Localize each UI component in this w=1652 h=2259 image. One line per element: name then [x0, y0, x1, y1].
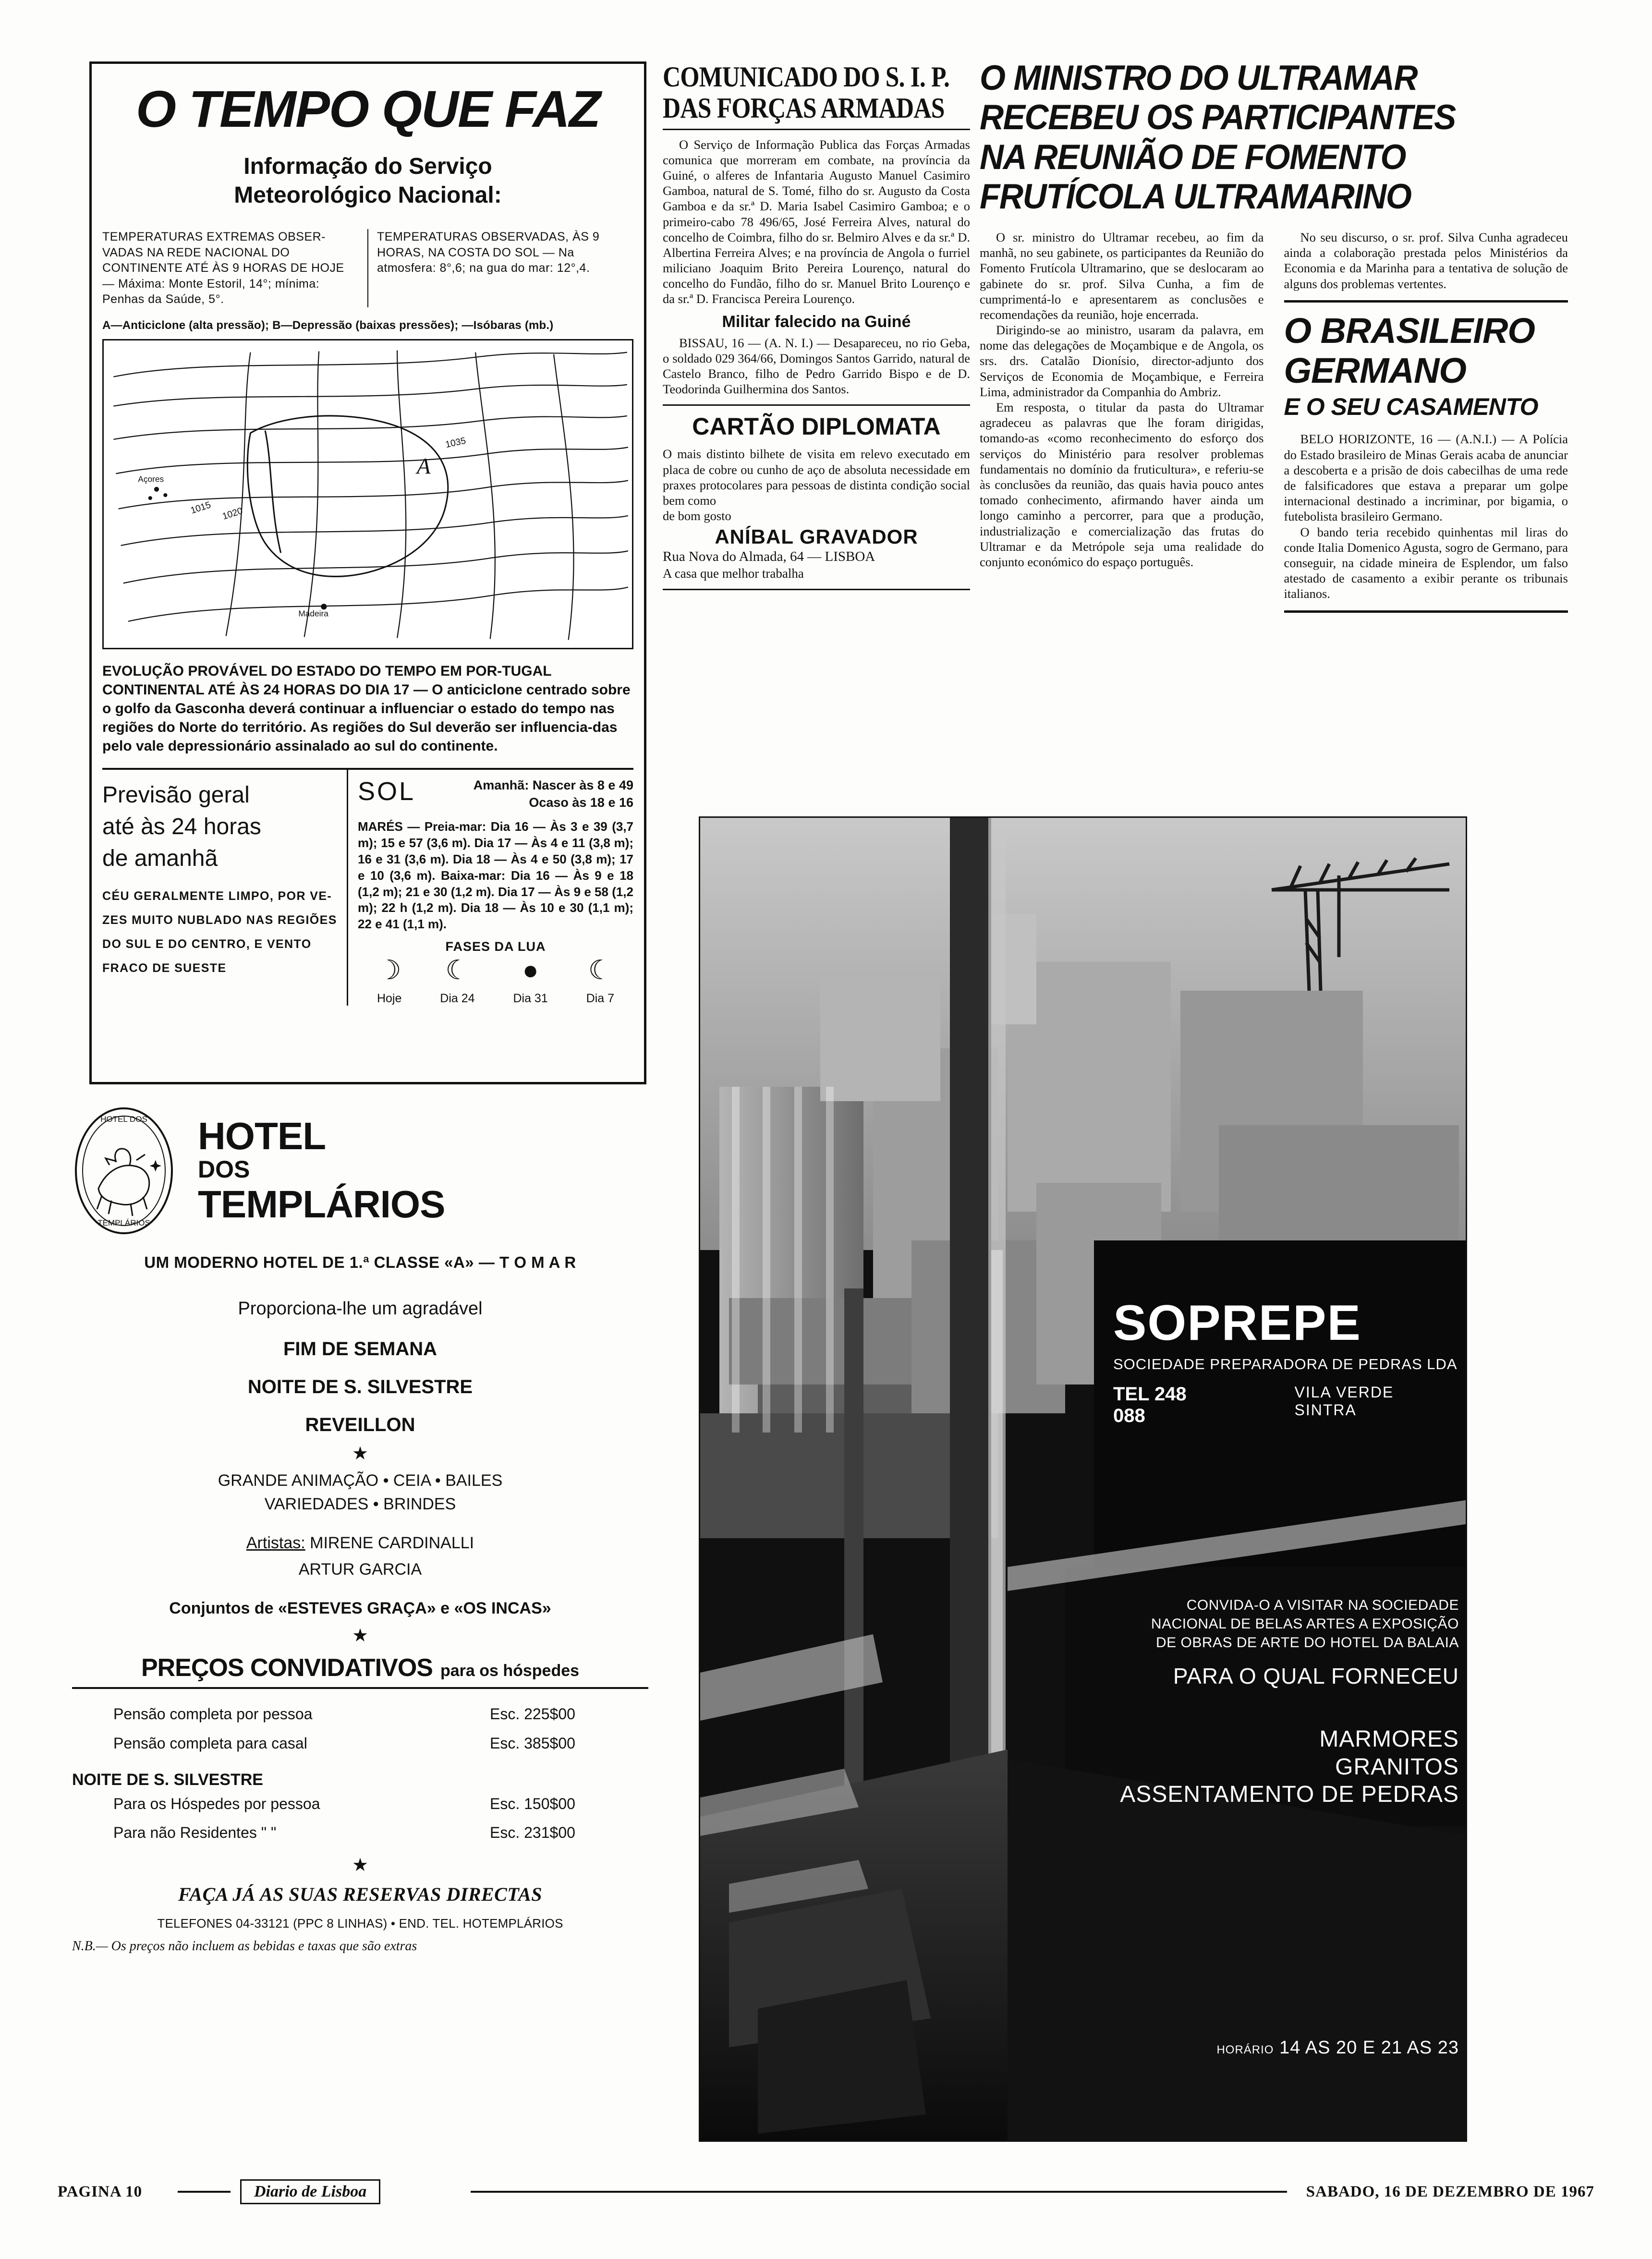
- temperature-costadosol-text: TEMPERATURAS OBSERVADAS, ÀS 9 HORAS, NA COSTA DO SOL — Na atmosfera: 8°,6; na gua do mar: 12°,4.: [377, 230, 600, 275]
- brasileiro-body: [1284, 431, 1568, 601]
- moon-first-quarter-icon: ☽: [377, 955, 401, 985]
- temperature-extremes-text: TEMPERATURAS EXTREMAS OBSER-VADAS NA REDE NACIONAL DO CONTINENTE ATÉ ÀS 9 HORAS DE HOJE — Máxima: Monte Estoril, 14°; mínima: Penhas da Saúde, 5°.: [102, 229, 368, 307]
- weather-section: [89, 61, 646, 1084]
- hotel-name-line3: TEMPLÁRIOS: [198, 1183, 445, 1226]
- price-row: [72, 1700, 648, 1729]
- sunset-text: Ocaso às 18 e 16: [529, 795, 633, 810]
- soprepe-text-block: [1113, 1295, 1459, 1427]
- soprepe-location: VILA VERDE SINTRA: [1294, 1384, 1394, 1419]
- hotel-tagline: UM MODERNO HOTEL DE 1.ª CLASSE «A» — T O M A R: [144, 1253, 576, 1271]
- price-value: Esc. 231$00: [490, 1824, 575, 1842]
- page-footer: [58, 2180, 1594, 2209]
- masthead-logo: Diario de Lisboa: [240, 2179, 380, 2204]
- soprepe-product-2: GRANITOS: [1335, 1754, 1459, 1780]
- hotel-noite-silvestre: NOITE DE S. SILVESTRE: [247, 1376, 473, 1397]
- brasileiro-headline-line2: GERMANO: [1284, 350, 1466, 390]
- soprepe-horario-label: HORÁRIO: [1216, 2043, 1274, 2056]
- hotel-header: [72, 1105, 648, 1237]
- divider: [663, 589, 970, 590]
- soprepe-photo: [700, 818, 1467, 2142]
- moon-phases-title: FASES DA LUA: [445, 939, 546, 954]
- price-value: Esc. 150$00: [490, 1795, 575, 1812]
- militar-subheadline: Militar falecido na Guiné: [722, 312, 911, 331]
- sip-headline: [663, 61, 970, 124]
- soprepe-invite-line3: DE OBRAS DE ARTE DO HOTEL DA BALAIA: [1155, 1635, 1459, 1651]
- moon-new-icon: ●: [522, 955, 539, 985]
- price-row: [72, 1818, 648, 1847]
- footer-date: SABADO, 16 DE DEZEMBRO DE 1967: [1306, 2183, 1594, 2200]
- forecast-block: [102, 770, 348, 1006]
- divider: [1284, 300, 1568, 303]
- svg-text:A: A: [416, 453, 431, 479]
- hotel-variedades: VARIEDADES • BRINDES: [264, 1495, 456, 1513]
- hotel-artistas-label: Artistas:: [246, 1534, 305, 1552]
- hotel-name: [198, 1114, 445, 1226]
- divider: [1284, 610, 1568, 613]
- price-row: [72, 1729, 648, 1758]
- hotel-precos-title: PREÇOS CONVIDATIVOS: [141, 1654, 433, 1682]
- ultramar-headline-line4: FRUTÍCOLA ULTRAMARINO: [980, 177, 1411, 217]
- price-label: Para os Hóspedes por pessoa: [113, 1795, 320, 1812]
- hotel-fim-de-semana: FIM DE SEMANA: [283, 1338, 437, 1360]
- ultramar-headline-line2: RECEBEU OS PARTICIPANTES: [980, 98, 1456, 137]
- soprepe-forneceu: PARA O QUAL FORNECEU: [1173, 1664, 1459, 1688]
- hotel-reveillon: REVEILLON: [305, 1414, 415, 1435]
- ultramar-p4: No seu discurso, o sr. prof. Silva Cunha agradeceu ainda a colaboração prestada pelos Ministérios da Economia e da Marinha para a tentativa de solução de alguns dos problemas vertentes.: [1284, 230, 1568, 291]
- svg-text:TEMPLÁRIOS: TEMPLÁRIOS: [97, 1218, 150, 1227]
- soprepe-invite-line1: CONVIDA-O A VISITAR NA SOCIEDADE: [1186, 1597, 1459, 1613]
- sip-headline-line1: COMUNICADO DO S. I. P.: [663, 61, 949, 93]
- brasileiro-article: [1284, 311, 1568, 613]
- sun-times: [415, 777, 633, 812]
- footer-rule-left: [178, 2191, 231, 2193]
- forecast-title-line1: Previsão geral: [102, 782, 250, 808]
- temperature-columns: [102, 229, 633, 307]
- sun-label: SOL: [357, 777, 416, 806]
- price-row: [72, 1789, 648, 1819]
- moon-crescent-icon: ☾: [445, 955, 470, 985]
- hotel-note: N.B.— Os preços não incluem as bebidas e taxas que são extras: [72, 1939, 417, 1954]
- cartao-body: [663, 446, 970, 508]
- forecast-title-line3: de amanhã: [102, 845, 218, 871]
- weather-subtitle-line2: Meteorológico Nacional:: [234, 182, 502, 208]
- militar-body: [663, 335, 970, 397]
- svg-text:1035: 1035: [444, 435, 467, 450]
- sip-article: [663, 61, 970, 597]
- hotel-conjuntos: Conjuntos de «ESTEVES GRAÇA» e «OS INCAS»: [169, 1599, 551, 1617]
- sun-header: [358, 777, 633, 812]
- moon-phase-item: [586, 957, 614, 1006]
- hotel-name-line1: HOTEL: [198, 1114, 326, 1157]
- hotel-prices-title-row: [72, 1653, 648, 1682]
- soprepe-brand-name: SOPREPE: [1113, 1295, 1361, 1351]
- soprepe-photo-advert: [699, 816, 1467, 2142]
- sunrise-text: Amanhã: Nascer às 8 e 49: [473, 777, 633, 792]
- forecast-body: CÉU GERALMENTE LIMPO, POR VE-ZES MUITO NUBLADO NAS REGIÕES DO SUL E DO CENTRO, E VENTO FRACO DE SUESTE: [102, 889, 337, 975]
- cartao-diplomata-title: CARTÃO DIPLOMATA: [692, 413, 941, 440]
- soprepe-horario-value: 14 AS 20 E 21 AS 23: [1279, 2038, 1459, 2058]
- hotel-precos-subtitle: para os hóspedes: [440, 1662, 580, 1680]
- moon-phase-item: [440, 957, 474, 1006]
- soprepe-contact-row: [1113, 1384, 1459, 1427]
- brasileiro-p2: O bando teria recebido quinhentas mil liras do conde Italia Domenico Agusta, sogro de Germano, para conseguir, na cidade mineira de Esplendor, um falso atestado de casamento a exibir perante os tribunais italianos.: [1284, 524, 1568, 601]
- svg-text:Açores: Açores: [138, 474, 164, 484]
- ultramar-p1: O sr. ministro do Ultramar recebeu, ao fim da manhã, no seu gabinete, os participantes da Reunião do Fomento Frutícola Ultramarino, que se deslocaram ao gabinete do sr. prof. Silva Cunha, a fim de cumprimentá-lo e apresentarem as conclusões e recomendações da reunião, hoje encerrada.: [980, 230, 1264, 322]
- cartao-address: Rua Nova do Almada, 64 — LISBOA: [663, 549, 875, 565]
- sip-body: [663, 137, 970, 307]
- page-number: PAGINA 10: [58, 2183, 143, 2200]
- hotel-proporciona-line: Proporciona-lhe um agradável: [238, 1299, 483, 1319]
- soprepe-horario: [1036, 2038, 1459, 2058]
- page-title: O TEMPO QUE FAZ: [135, 80, 600, 138]
- hotel-silvestre-header: NOITE DE S. SILVESTRE: [72, 1770, 263, 1789]
- forecast-title-line2: até às 24 horas: [102, 814, 261, 839]
- ultramar-article: [980, 59, 1568, 621]
- brasileiro-headline-line1: O BRASILEIRO: [1284, 310, 1535, 351]
- isobar-legend: A—Anticiclone (alta pressão); B—Depressão (baixas pressões); —Isóbaras (mb.): [102, 318, 554, 332]
- synoptic-weather-map: [102, 339, 633, 649]
- price-value: Esc. 225$00: [490, 1705, 575, 1723]
- star-icon: ★: [352, 1626, 369, 1646]
- divider: [663, 404, 970, 406]
- moon-phase-item: [377, 957, 401, 1006]
- soprepe-product-1: MARMORES: [1319, 1726, 1459, 1752]
- soprepe-invite-line2: NACIONAL DE BELAS ARTES A EXPOSIÇÃO: [1151, 1616, 1459, 1632]
- moon-phase-label: Dia 7: [586, 991, 615, 1005]
- footer-rule-center: [471, 2191, 1287, 2193]
- svg-text:1020: 1020: [221, 505, 244, 522]
- sun-tides-block: [348, 770, 633, 1006]
- weather-subtitle: [102, 152, 633, 210]
- cartao-slogan: A casa que melhor trabalha: [663, 566, 804, 581]
- star-icon: ★: [352, 1855, 369, 1876]
- hotel-name-line2: DOS: [198, 1156, 250, 1183]
- brasileiro-p1: BELO HORIZONTE, 16 — (A.N.I.) — A Polícia do Estado brasileiro de Minas Gerais acaba de anunciar a descoberta e a prisão de dois cabecilhas de uma rede de falsificadores que estava a preparar um golpe internacional destinado a incriminar, por bigamia, o futebolista brasileiro Germano.: [1284, 432, 1568, 524]
- hotel-templarios-advert: [72, 1105, 648, 1954]
- cartao-body-paragraph: O mais distinto bilhete de visita em relevo executado em placa de cobre ou cunho de aço de absoluta necessidade em praxes protocolares para pessoas de distinta condição social bem como: [663, 447, 970, 508]
- star-icon: ★: [352, 1444, 369, 1464]
- ultramar-column-2: [1284, 230, 1568, 621]
- ultramar-headline-line3: NA REUNIÃO DE FOMENTO: [980, 137, 1406, 177]
- weather-evolution-text: EVOLUÇÃO PROVÁVEL DO ESTADO DO TEMPO EM POR-TUGAL CONTINENTAL ATÉ ÀS 24 HORAS DO DIA 17 — O anticiclone centrado sobre o golfo da Gasconha deverá continuar a influenciar o estado do tempo nas regiões do Norte do território. As regiões do Sul deverão ser influencia-das pelo vale depressionário assinalado ao sul do continente.: [102, 663, 631, 754]
- hotel-seal-logo: [72, 1105, 176, 1237]
- brasileiro-headline-line3: E O SEU CASAMENTO: [1284, 393, 1539, 421]
- hotel-artist-1: MIRENE CARDINALLI: [310, 1534, 474, 1552]
- ultramar-columns: [980, 230, 1568, 621]
- divider: [72, 1687, 648, 1689]
- ultramar-headline-line1: O MINISTRO DO ULTRAMAR: [980, 59, 1418, 97]
- svg-text:1015: 1015: [189, 499, 212, 516]
- hotel-telephones: TELEFONES 04-33121 (PPC 8 LINHAS) • END. TEL. HOTEMPLÁRIOS: [157, 1916, 563, 1931]
- price-value: Esc. 385$00: [490, 1734, 575, 1752]
- weather-subtitle-line1: Informação do Serviço: [243, 154, 492, 179]
- price-label: Pensão completa para casal: [113, 1734, 307, 1752]
- cartao-advertiser-name: ANÍBAL GRAVADOR: [715, 525, 918, 548]
- cartao-tagline: de bom gosto: [663, 509, 731, 523]
- soprepe-product-3: ASSENTAMENTO DE PEDRAS: [1120, 1782, 1459, 1808]
- hotel-grande-animacao: GRANDE ANIMAÇÃO • CEIA • BAILES: [218, 1471, 503, 1490]
- soprepe-telephone: TEL 248 088: [1113, 1384, 1187, 1426]
- moon-phase-label: Dia 31: [513, 991, 548, 1005]
- soprepe-products: [998, 1725, 1459, 1809]
- moon-phases-row: [358, 957, 633, 1006]
- ultramar-column2-body: [1284, 230, 1568, 291]
- hotel-artistas-row: [72, 1534, 648, 1553]
- sip-body-paragraph: O Serviço de Informação Publica das Forças Armadas comunica que morreram em combate, na província da Guiné, o alferes de Infantaria Augusto Manuel Casimiro Gamboa, natural de S. Tomé, filho do sr. Augusto da Costa Gamboa e da sr.ª D. Maria Isabel Casimiro Gamboa; e o primeiro-cabo 78 496/65, José Ferreira Alves, natural do concelho de Coimbra, filho do sr. Belmiro Alves e da sr.ª D. Albertina Ferreira Alves; e na província de Angola o furriel miliciano Joaquim Brito Pereira Lourenço, natural do concelho do Fundão, filho do sr. Manuel Brito Lourenço e da sr.ª D. Francisca Pereira Lourenço.: [663, 137, 970, 306]
- ultramar-p2: Dirigindo-se ao ministro, usaram da palavra, em nome das delegações de Moçambique e de Angola, os srs. drs. Catalão Dionísio, director-adjunto dos Serviços de Economia de Moçambique, e Ferreira Lima, administrador da Companhia do Ambriz.: [980, 323, 1264, 399]
- tides-text: MARÉS — Preia-mar: Dia 16 — Às 3 e 39 (3,7 m); 15 e 57 (3,6 m). Dia 17 — Às 4 e 11 (3,8 m); 16 e 31 (3,6 m). Dia 18 — Às 4 e 50 (3,8 m); 17 e 10 (3,6 m). Baixa-mar: Dia 16 — Às 9 e 18 (1,2 m); 21 e 30 (1,2 m). Dia 17 — Às 9 e 58 (1,2 m); 22 h (1,2 m). Dia 18 — Às 10 e 30 (1,1 m); 22 e 41 (1,1 m).: [357, 819, 633, 932]
- svg-text:HOTEL DOS: HOTEL DOS: [100, 1115, 147, 1124]
- moon-last-quarter-icon: ☾: [588, 955, 612, 985]
- sip-headline-line2: DAS FORÇAS ARMADAS: [663, 92, 945, 124]
- svg-text:Madeira: Madeira: [298, 608, 328, 619]
- divider: [663, 129, 970, 130]
- weather-map-svg: [104, 340, 632, 648]
- moon-phase-item: [513, 957, 547, 1006]
- hotel-artist-2: ARTUR GARCIA: [298, 1560, 422, 1579]
- ultramar-p3: Em resposta, o titular da pasta do Ultramar agradeceu as palavras que lhe foram dirigidas, tomando-as «como reconhecimento do esforço dos serviços do Ministério para resolver problemas fundamentais no domínio da fruticultura», e referiu-se às conclusões da reunião, das quais havia pouco antes tomado conhecimento, afirmando haver ainda um longo caminho a percorrer, para que a produção, industrialização e comercialização das frutas do Ultramar e da Metrópole seja uma realidade do conjunto económico do espaço português.: [980, 400, 1264, 569]
- price-label: Para não Residentes " ": [113, 1824, 277, 1842]
- soprepe-invitation: [1036, 1596, 1459, 1652]
- soprepe-subtitle: SOCIEDADE PREPARADORA DE PEDRAS LDA: [1113, 1356, 1458, 1372]
- moon-phase-label: Hoje: [377, 991, 402, 1005]
- forecast-and-sun-section: [102, 768, 633, 1006]
- ultramar-column-1: [980, 230, 1264, 621]
- ultramar-headline: [980, 59, 1539, 217]
- moon-phase-label: Dia 24: [440, 991, 475, 1005]
- militar-body-paragraph: BISSAU, 16 — (A. N. I.) — Desapareceu, no rio Geba, o soldado 029 364/66, Domingos Santos Garrido, natural de Castelo Branco, filho de Pedro Garrido Bispo e de D. Teodorinda Guilhermina dos Santos.: [663, 335, 970, 397]
- hotel-reservas-line: FAÇA JÁ AS SUAS RESERVAS DIRECTAS: [178, 1883, 543, 1906]
- price-label: Pensão completa por pessoa: [113, 1705, 313, 1723]
